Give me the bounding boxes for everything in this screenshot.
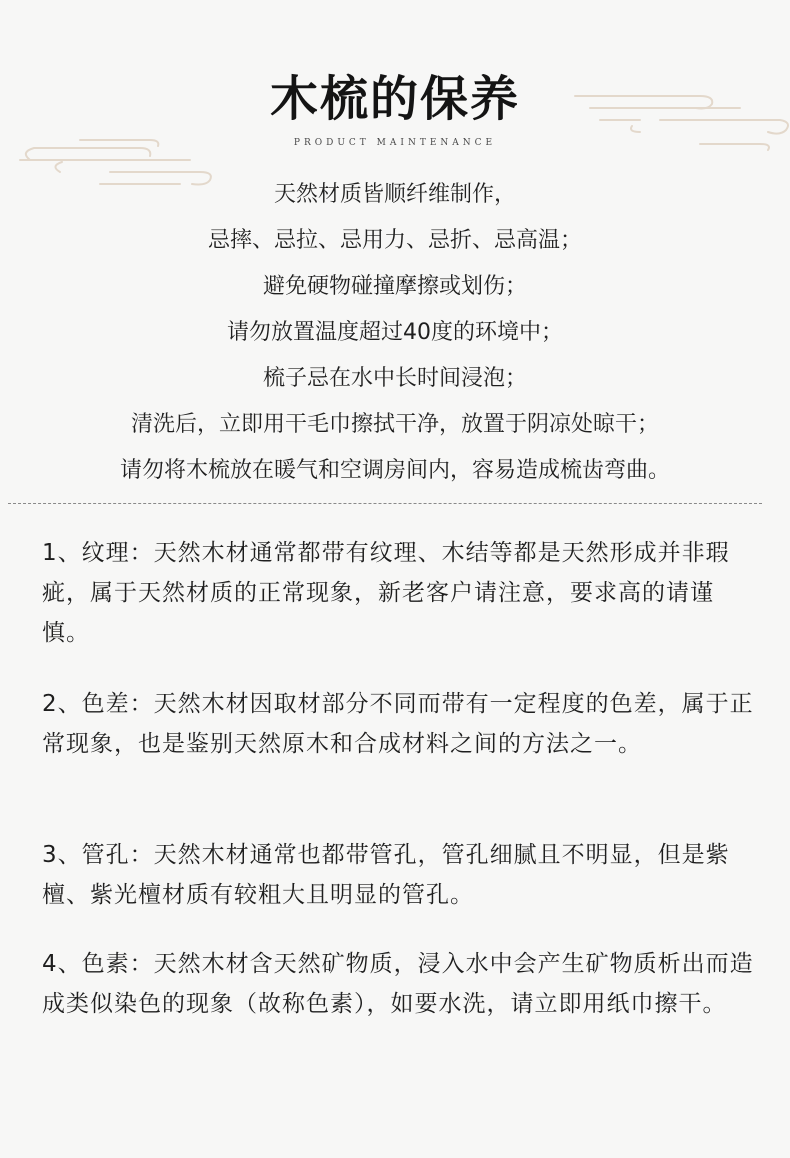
section-texture: 1、纹理：天然木材通常都带有纹理、木结等都是天然形成并非瑕疵，属于天然材质的正常现象，新老客户请注意，要求高的请谨慎。 — [42, 540, 730, 646]
care-note: 梳子忌在水中长时间浸泡； — [262, 366, 527, 391]
care-notes — [0, 172, 790, 494]
care-note: 清洗后，立即用干毛巾擦拭干净，放置于阴凉处晾干； — [130, 412, 659, 437]
care-note: 避免硬物碰撞摩擦或划伤； — [262, 274, 527, 299]
care-note: 请勿放置温度超过40度的环境中； — [227, 320, 563, 345]
section-color-difference: 2、色差：天然木材因取材部分不同而带有一定程度的色差，属于正常现象，也是鉴别天然原木和合成材料之间的方法之一。 — [42, 691, 754, 757]
section-pigment: 4、色素：天然木材含天然矿物质，浸入水中会产生矿物质析出而造成类似染色的现象（故称色素），如要水洗，请立即用纸巾擦干。 — [42, 951, 754, 1017]
dashed-divider — [8, 503, 762, 504]
care-note: 忌摔、忌拉、忌用力、忌折、忌高温； — [207, 228, 582, 253]
care-note: 天然材质皆顺纤维制作， — [273, 182, 516, 207]
section-pores: 3、管孔：天然木材通常也都带管孔，管孔细腻且不明显，但是紫檀、紫光檀材质有较粗大且明显的管孔。 — [42, 842, 730, 908]
page-subtitle: PRODUCT MAINTENANCE — [293, 138, 497, 148]
page-title: 木梳的保养 — [269, 71, 520, 127]
care-note: 请勿将木梳放在暖气和空调房间内，容易造成梳齿弯曲。 — [119, 458, 670, 483]
